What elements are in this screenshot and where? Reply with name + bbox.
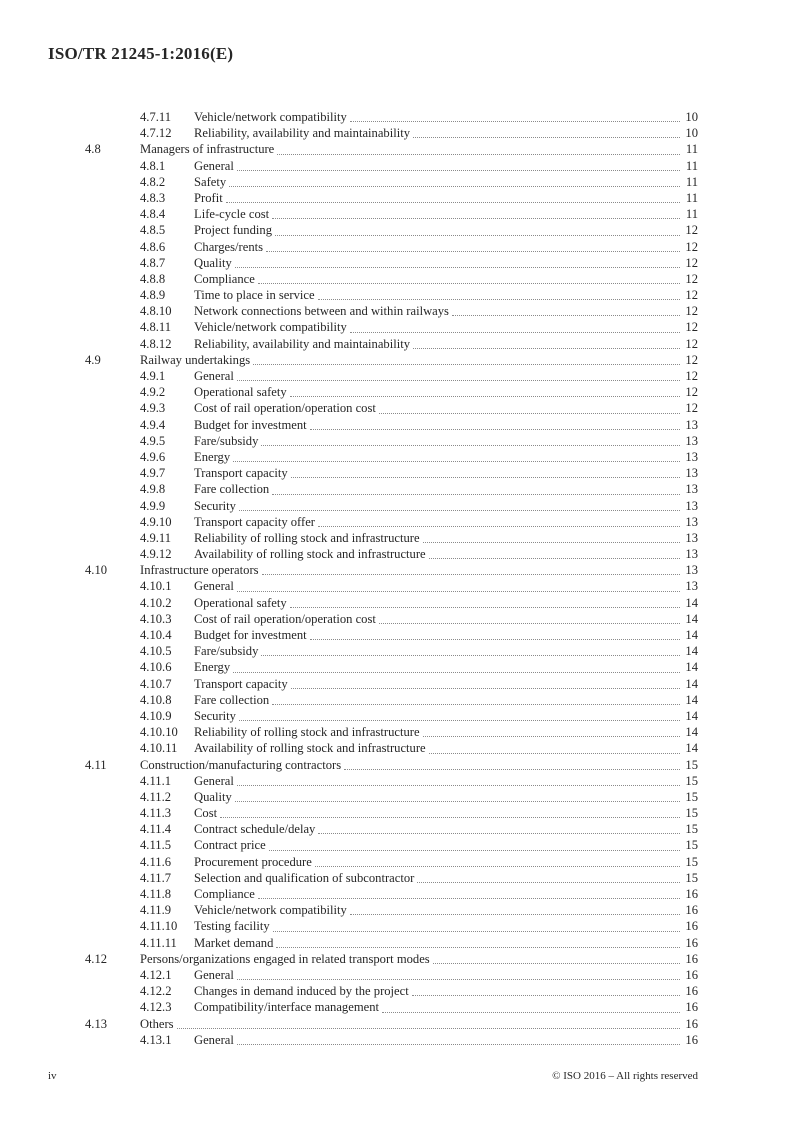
toc-entry-title: Operational safety bbox=[194, 385, 287, 400]
toc-entry-page: 15 bbox=[685, 757, 698, 772]
toc-entry bbox=[48, 999, 698, 1015]
toc-entry bbox=[48, 174, 698, 190]
toc-entry-page: 10 bbox=[685, 126, 698, 141]
toc-entry-number: 4.13 bbox=[85, 1016, 108, 1031]
toc-dot-leader bbox=[428, 546, 682, 562]
toc-entry-number: 4.9 bbox=[85, 352, 101, 367]
toc-entry-title: Managers of infrastructure bbox=[140, 142, 275, 157]
toc-entry-title: Selection and qualification of subcontractor bbox=[194, 870, 415, 885]
toc-dot-leader bbox=[260, 643, 682, 659]
toc-entry-page: 12 bbox=[685, 304, 698, 319]
toc-entry-number: 4.11.10 bbox=[140, 919, 178, 934]
toc-entry-page: 13 bbox=[685, 466, 698, 481]
toc-dot-leader bbox=[271, 692, 682, 708]
toc-dot-leader bbox=[290, 465, 682, 481]
toc-entry-number: 4.7.11 bbox=[140, 110, 172, 124]
toc-entry bbox=[48, 837, 698, 853]
toc-entry bbox=[48, 886, 698, 902]
toc-entry-title: Quality bbox=[194, 789, 232, 804]
toc-entry bbox=[48, 740, 698, 756]
toc-entry-title: Others bbox=[140, 1016, 174, 1031]
toc-dot-leader bbox=[314, 854, 682, 870]
toc-entry-number: 4.9.4 bbox=[140, 417, 166, 432]
toc-entry-number: 4.12.3 bbox=[140, 1000, 172, 1015]
toc-entry-number: 4.11.4 bbox=[140, 822, 172, 837]
toc-entry-title: Energy bbox=[194, 660, 231, 675]
toc-entry-title: Testing facility bbox=[194, 919, 270, 934]
toc-entry-page: 12 bbox=[685, 401, 698, 416]
toc-entry-page: 13 bbox=[685, 530, 698, 545]
toc-dot-leader bbox=[317, 514, 682, 530]
toc-entry-title: Cost bbox=[194, 806, 218, 821]
toc-entry-title: Contract schedule/delay bbox=[194, 822, 316, 837]
toc-entry bbox=[48, 319, 698, 335]
toc-entry-page: 13 bbox=[685, 498, 698, 513]
toc-dot-leader bbox=[349, 902, 682, 918]
toc-entry-title: Reliability, availability and maintainability bbox=[194, 336, 411, 351]
toc-entry-number: 4.10 bbox=[85, 563, 108, 578]
toc-entry-title: Safety bbox=[194, 174, 227, 189]
toc-entry-number: 4.11.3 bbox=[140, 806, 172, 821]
toc-entry-page: 12 bbox=[685, 271, 698, 286]
toc-dot-leader bbox=[234, 789, 682, 805]
document-id: ISO/TR 21245-1:2016(E) bbox=[48, 44, 234, 63]
toc-entry bbox=[48, 935, 698, 951]
toc-entry-page: 15 bbox=[685, 854, 698, 869]
toc-entry bbox=[48, 595, 698, 611]
toc-dot-leader bbox=[411, 983, 682, 999]
toc-entry-page: 13 bbox=[685, 417, 698, 432]
toc-entry-page: 12 bbox=[685, 255, 698, 270]
toc-entry bbox=[48, 789, 698, 805]
toc-entry bbox=[48, 611, 698, 627]
toc-entry bbox=[48, 109, 698, 125]
toc-dot-leader bbox=[271, 481, 682, 497]
toc-entry-page: 16 bbox=[685, 903, 698, 918]
page-number-label: iv bbox=[48, 1070, 57, 1082]
toc-entry bbox=[48, 352, 698, 368]
toc-entry-number: 4.9.8 bbox=[140, 482, 166, 497]
toc-entry-page: 16 bbox=[685, 967, 698, 982]
toc-entry-number: 4.10.8 bbox=[140, 692, 172, 707]
toc-entry-title: General bbox=[194, 158, 234, 173]
toc-entry bbox=[48, 303, 698, 319]
toc-entry-page: 13 bbox=[685, 449, 698, 464]
toc-entry-number: 4.10.1 bbox=[140, 579, 172, 594]
toc-entry-number: 4.11.7 bbox=[140, 870, 172, 885]
toc-entry bbox=[48, 514, 698, 530]
toc-entry-number: 4.8.2 bbox=[140, 174, 166, 189]
toc-dot-leader bbox=[276, 141, 682, 157]
copyright-notice: © ISO 2016 – All rights reserved bbox=[552, 1070, 698, 1082]
toc-entry-number: 4.9.9 bbox=[140, 498, 166, 513]
toc-entry-page: 12 bbox=[685, 369, 698, 383]
toc-entry bbox=[48, 951, 698, 967]
toc-entry-title: Quality bbox=[194, 255, 232, 270]
toc-entry bbox=[48, 481, 698, 497]
toc-entry-page: 12 bbox=[685, 352, 698, 367]
toc-dot-leader bbox=[275, 935, 682, 951]
toc-entry-page: 12 bbox=[685, 336, 698, 351]
toc-entry-number: 4.9.11 bbox=[140, 530, 172, 545]
toc-dot-leader bbox=[412, 125, 682, 141]
toc-entry-title: Compliance bbox=[194, 271, 255, 286]
toc-entry-title: Availability of rolling stock and infrastructure bbox=[194, 741, 426, 756]
toc-entry-title: Compliance bbox=[194, 887, 255, 901]
toc-entry-title: General bbox=[194, 1032, 234, 1047]
toc-entry bbox=[48, 805, 698, 821]
toc-entry-page: 13 bbox=[685, 579, 698, 594]
toc-entry-number: 4.8.1 bbox=[140, 158, 166, 173]
toc-entry bbox=[48, 773, 698, 789]
toc-entry bbox=[48, 659, 698, 675]
table-of-contents bbox=[48, 109, 698, 1048]
toc-entry-page: 14 bbox=[685, 708, 698, 723]
toc-entry-number: 4.10.6 bbox=[140, 660, 172, 675]
toc-entry-number: 4.12 bbox=[85, 951, 108, 966]
toc-entry-page: 16 bbox=[685, 1000, 698, 1015]
toc-dot-leader bbox=[271, 206, 682, 222]
toc-entry bbox=[48, 708, 698, 724]
toc-dot-leader bbox=[422, 724, 682, 740]
toc-entry bbox=[48, 870, 698, 886]
toc-entry-page: 13 bbox=[685, 482, 698, 497]
toc-entry-page: 15 bbox=[685, 870, 698, 885]
toc-entry-page: 11 bbox=[685, 190, 698, 205]
toc-entry-title: Fare/subsidy bbox=[194, 644, 259, 659]
toc-entry bbox=[48, 287, 698, 303]
toc-entry bbox=[48, 643, 698, 659]
toc-entry-title: General bbox=[194, 773, 234, 788]
toc-entry-title: Availability of rolling stock and infrastructure bbox=[194, 547, 426, 562]
toc-entry-page: 16 bbox=[685, 887, 698, 901]
toc-entry-number: 4.10.11 bbox=[140, 741, 178, 756]
toc-entry-title: Budget for investment bbox=[194, 417, 307, 432]
toc-entry bbox=[48, 967, 698, 983]
toc-entry bbox=[48, 562, 698, 578]
toc-entry-title: Transport capacity bbox=[194, 676, 288, 691]
toc-entry-title: Vehicle/network compatibility bbox=[194, 110, 347, 124]
toc-entry-number: 4.9.12 bbox=[140, 547, 172, 562]
toc-entry-title: Time to place in service bbox=[194, 288, 315, 303]
toc-entry-title: Cost of rail operation/operation cost bbox=[194, 401, 376, 416]
toc-entry bbox=[48, 983, 698, 999]
toc-entry-number: 4.10.5 bbox=[140, 644, 172, 659]
toc-entry-page: 12 bbox=[685, 239, 698, 254]
toc-entry-number: 4.7.12 bbox=[140, 126, 172, 141]
toc-entry-number: 4.8.4 bbox=[140, 207, 166, 222]
toc-entry-page: 14 bbox=[685, 628, 698, 642]
toc-entry bbox=[48, 433, 698, 449]
toc-entry-number: 4.11.11 bbox=[140, 935, 177, 950]
toc-entry-title: Construction/manufacturing contractors bbox=[140, 757, 342, 772]
toc-dot-leader bbox=[378, 611, 682, 627]
toc-dot-leader bbox=[232, 449, 682, 465]
toc-dot-leader bbox=[236, 773, 682, 789]
toc-entry-page: 12 bbox=[685, 320, 698, 335]
toc-entry-number: 4.9.10 bbox=[140, 514, 172, 529]
toc-entry-number: 4.8.5 bbox=[140, 223, 166, 238]
toc-entry-page: 13 bbox=[685, 563, 698, 578]
toc-entry-number: 4.8.8 bbox=[140, 271, 166, 286]
toc-dot-leader bbox=[225, 190, 682, 206]
toc-entry bbox=[48, 384, 698, 400]
toc-entry-page: 15 bbox=[685, 822, 698, 837]
toc-entry-number: 4.10.4 bbox=[140, 628, 172, 642]
toc-entry-number: 4.10.7 bbox=[140, 676, 172, 691]
toc-entry-page: 13 bbox=[685, 433, 698, 448]
toc-entry-title: Procurement procedure bbox=[194, 854, 312, 869]
toc-entry bbox=[48, 821, 698, 837]
toc-entry-number: 4.8.11 bbox=[140, 320, 172, 335]
toc-dot-leader bbox=[412, 336, 682, 352]
toc-dot-leader bbox=[432, 951, 682, 967]
toc-entry bbox=[48, 757, 698, 773]
toc-dot-leader bbox=[274, 222, 682, 238]
toc-entry-title: Transport capacity offer bbox=[194, 514, 316, 529]
toc-entry bbox=[48, 271, 698, 287]
toc-dot-leader bbox=[309, 417, 682, 433]
toc-dot-leader bbox=[268, 837, 682, 853]
toc-entry bbox=[48, 239, 698, 255]
toc-entry-title: Reliability of rolling stock and infrastructure bbox=[194, 725, 420, 740]
toc-entry-page: 14 bbox=[685, 595, 698, 610]
toc-entry bbox=[48, 368, 698, 384]
toc-entry bbox=[48, 206, 698, 222]
toc-entry-page: 12 bbox=[685, 385, 698, 400]
toc-entry-page: 14 bbox=[685, 611, 698, 626]
toc-entry-title: Reliability of rolling stock and infrastructure bbox=[194, 530, 420, 545]
toc-entry-title: Life-cycle cost bbox=[194, 207, 270, 222]
toc-entry bbox=[48, 902, 698, 918]
toc-entry-number: 4.8.7 bbox=[140, 255, 166, 270]
toc-entry bbox=[48, 692, 698, 708]
toc-entry-number: 4.9.2 bbox=[140, 385, 166, 400]
toc-dot-leader bbox=[236, 158, 682, 174]
toc-entry-page: 15 bbox=[685, 838, 698, 853]
toc-entry-page: 14 bbox=[685, 676, 698, 691]
toc-dot-leader bbox=[236, 967, 682, 983]
toc-dot-leader bbox=[238, 708, 682, 724]
toc-entry-number: 4.10.2 bbox=[140, 595, 172, 610]
toc-entry-number: 4.8.6 bbox=[140, 239, 166, 254]
toc-entry bbox=[48, 190, 698, 206]
toc-entry-page: 15 bbox=[685, 806, 698, 821]
toc-entry-page: 14 bbox=[685, 725, 698, 740]
toc-dot-leader bbox=[234, 255, 682, 271]
toc-entry-number: 4.10.3 bbox=[140, 611, 172, 626]
toc-entry-page: 14 bbox=[685, 741, 698, 756]
toc-dot-leader bbox=[381, 999, 682, 1015]
toc-entry-number: 4.10.9 bbox=[140, 708, 172, 723]
toc-entry-number: 4.8.3 bbox=[140, 190, 166, 205]
toc-entry bbox=[48, 255, 698, 271]
toc-dot-leader bbox=[232, 659, 682, 675]
toc-entry-title: Vehicle/network compatibility bbox=[194, 903, 347, 918]
toc-entry-page: 12 bbox=[685, 288, 698, 303]
toc-entry-page: 11 bbox=[685, 207, 698, 222]
toc-entry-page: 14 bbox=[685, 660, 698, 675]
document-footer bbox=[48, 1070, 698, 1082]
toc-entry-title: General bbox=[194, 967, 234, 982]
toc-entry-title: Profit bbox=[194, 190, 223, 205]
toc-dot-leader bbox=[257, 271, 682, 287]
toc-entry bbox=[48, 724, 698, 740]
toc-dot-leader bbox=[219, 805, 682, 821]
toc-entry-title: Charges/rents bbox=[194, 239, 264, 254]
toc-entry-title: Transport capacity bbox=[194, 466, 288, 481]
toc-entry-title: Security bbox=[194, 498, 236, 513]
toc-entry-page: 16 bbox=[685, 984, 698, 999]
toc-dot-leader bbox=[265, 239, 682, 255]
toc-dot-leader bbox=[349, 319, 682, 335]
toc-dot-leader bbox=[422, 530, 682, 546]
toc-entry-title: Energy bbox=[194, 449, 231, 464]
toc-dot-leader bbox=[228, 174, 682, 190]
toc-entry-page: 16 bbox=[685, 935, 698, 950]
toc-entry bbox=[48, 336, 698, 352]
toc-entry-page: 14 bbox=[685, 692, 698, 707]
toc-entry bbox=[48, 854, 698, 870]
toc-dot-leader bbox=[428, 740, 682, 756]
toc-entry-page: 16 bbox=[685, 951, 698, 966]
toc-dot-leader bbox=[176, 1016, 682, 1032]
toc-dot-leader bbox=[349, 109, 682, 125]
toc-dot-leader bbox=[236, 368, 682, 384]
toc-entry bbox=[48, 400, 698, 416]
toc-entry-page: 11 bbox=[685, 174, 698, 189]
toc-entry-number: 4.12.2 bbox=[140, 984, 172, 999]
toc-entry-number: 4.8 bbox=[85, 142, 101, 157]
toc-entry-title: Market demand bbox=[194, 935, 274, 950]
toc-entry bbox=[48, 465, 698, 481]
toc-entry-title: Fare/subsidy bbox=[194, 433, 259, 448]
toc-entry bbox=[48, 578, 698, 594]
toc-entry-title: Cost of rail operation/operation cost bbox=[194, 611, 376, 626]
toc-dot-leader bbox=[236, 1032, 682, 1048]
toc-entry-number: 4.8.10 bbox=[140, 304, 172, 319]
toc-entry-title: Security bbox=[194, 708, 236, 723]
toc-entry-title: Fare collection bbox=[194, 692, 270, 707]
toc-entry-page: 15 bbox=[685, 773, 698, 788]
toc-dot-leader bbox=[252, 352, 682, 368]
toc-dot-leader bbox=[289, 595, 682, 611]
toc-entry bbox=[48, 1032, 698, 1048]
toc-entry-page: 13 bbox=[685, 547, 698, 562]
toc-entry-title: Budget for investment bbox=[194, 628, 307, 642]
toc-entry-number: 4.11 bbox=[85, 757, 107, 772]
toc-entry-title: Infrastructure operators bbox=[140, 563, 259, 578]
toc-entry bbox=[48, 676, 698, 692]
toc-entry-title: Operational safety bbox=[194, 595, 287, 610]
toc-dot-leader bbox=[317, 287, 682, 303]
toc-entry-page: 16 bbox=[685, 1016, 698, 1031]
toc-dot-leader bbox=[290, 676, 682, 692]
toc-entry-number: 4.11.2 bbox=[140, 789, 172, 804]
toc-entry-number: 4.11.5 bbox=[140, 838, 172, 853]
toc-entry-title: Project funding bbox=[194, 223, 272, 238]
toc-entry-title: Contract price bbox=[194, 838, 266, 853]
toc-entry bbox=[48, 627, 698, 643]
toc-entry-number: 4.8.12 bbox=[140, 336, 172, 351]
toc-entry-number: 4.9.7 bbox=[140, 466, 166, 481]
toc-entry-page: 11 bbox=[685, 142, 698, 157]
toc-dot-leader bbox=[378, 400, 682, 416]
toc-entry-number: 4.10.10 bbox=[140, 725, 178, 740]
toc-entry-number: 4.11.9 bbox=[140, 903, 172, 918]
toc-entry bbox=[48, 125, 698, 141]
toc-entry-number: 4.9.3 bbox=[140, 401, 166, 416]
toc-dot-leader bbox=[261, 562, 682, 578]
toc-dot-leader bbox=[451, 303, 682, 319]
toc-entry-page: 11 bbox=[685, 158, 698, 173]
toc-entry-title: Changes in demand induced by the project bbox=[194, 984, 409, 999]
toc-entry-number: 4.11.6 bbox=[140, 854, 172, 869]
toc-entry-title: Vehicle/network compatibility bbox=[194, 320, 347, 335]
toc-entry-number: 4.9.5 bbox=[140, 433, 166, 448]
toc-entry-number: 4.12.1 bbox=[140, 967, 172, 982]
toc-entry-page: 13 bbox=[685, 514, 698, 529]
toc-entry bbox=[48, 918, 698, 934]
toc-entry-number: 4.8.9 bbox=[140, 288, 166, 303]
toc-entry-title: Railway undertakings bbox=[140, 352, 251, 367]
toc-entry bbox=[48, 158, 698, 174]
toc-dot-leader bbox=[317, 821, 682, 837]
toc-entry-number: 4.11.8 bbox=[140, 887, 172, 901]
toc-entry-number: 4.9.1 bbox=[140, 369, 166, 383]
toc-entry bbox=[48, 1016, 698, 1032]
toc-entry-page: 12 bbox=[685, 223, 698, 238]
toc-dot-leader bbox=[416, 870, 682, 886]
toc-dot-leader bbox=[260, 433, 682, 449]
toc-entry-page: 10 bbox=[685, 110, 698, 124]
toc-dot-leader bbox=[272, 918, 682, 934]
document-header bbox=[48, 44, 233, 64]
toc-entry-title: Compatibility/interface management bbox=[194, 1000, 379, 1015]
toc-entry bbox=[48, 530, 698, 546]
toc-entry-number: 4.11.1 bbox=[140, 773, 172, 788]
toc-entry bbox=[48, 417, 698, 433]
toc-entry-page: 14 bbox=[685, 644, 698, 659]
toc-dot-leader bbox=[289, 384, 682, 400]
toc-dot-leader bbox=[343, 757, 682, 773]
toc-entry-number: 4.13.1 bbox=[140, 1032, 172, 1047]
toc-entry-title: Persons/organizations engaged in related transport modes bbox=[140, 951, 430, 966]
toc-entry-title: General bbox=[194, 579, 234, 594]
toc-entry bbox=[48, 546, 698, 562]
toc-dot-leader bbox=[236, 578, 682, 594]
toc-entry bbox=[48, 222, 698, 238]
toc-entry-page: 16 bbox=[685, 919, 698, 934]
toc-entry-title: Fare collection bbox=[194, 482, 270, 497]
toc-entry-title: Reliability, availability and maintainability bbox=[194, 126, 411, 141]
toc-entry-page: 16 bbox=[685, 1032, 698, 1047]
toc-entry-page: 15 bbox=[685, 789, 698, 804]
toc-dot-leader bbox=[257, 886, 682, 902]
toc-entry-title: General bbox=[194, 369, 234, 383]
toc-entry bbox=[48, 449, 698, 465]
toc-dot-leader bbox=[309, 627, 682, 643]
toc-entry bbox=[48, 141, 698, 157]
toc-dot-leader bbox=[238, 498, 682, 514]
toc-entry bbox=[48, 498, 698, 514]
toc-entry-title: Network connections between and within railways bbox=[194, 304, 449, 319]
toc-entry-number: 4.9.6 bbox=[140, 449, 166, 464]
